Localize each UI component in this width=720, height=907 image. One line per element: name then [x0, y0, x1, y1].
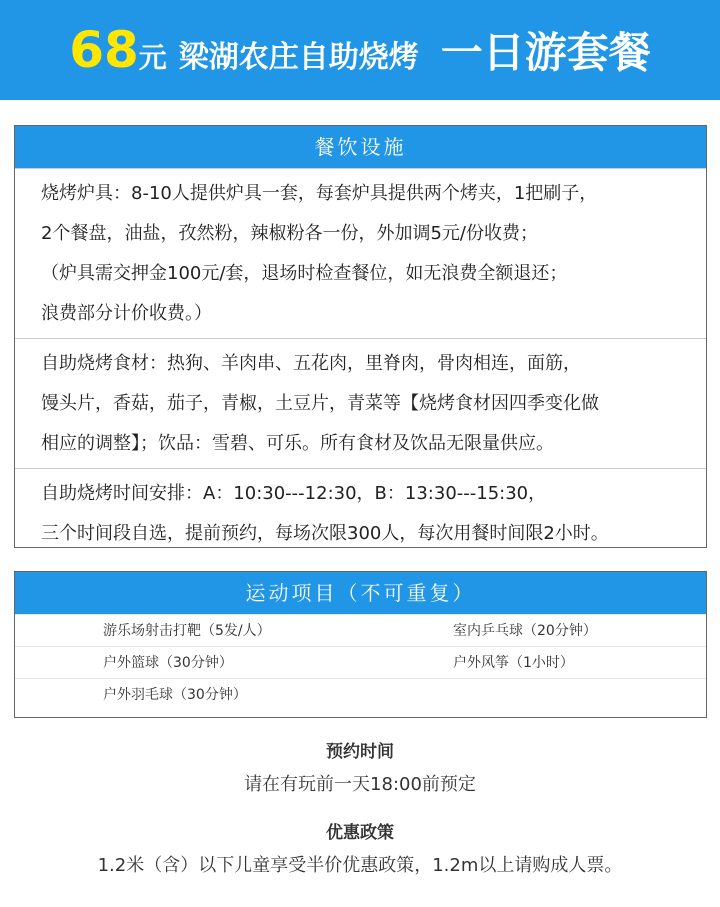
- dining-block-food: [15, 338, 706, 468]
- booking-title: 预约时间: [326, 742, 394, 762]
- dining-block-grill: [15, 168, 706, 338]
- sports-section-title: 运动项目（不可重复）: [15, 572, 706, 614]
- dining-block-schedule: [15, 468, 706, 558]
- sport-row: [15, 646, 706, 678]
- dining-line: 自助烧烤食材：热狗、羊肉串、五花肉，里脊肉，骨肉相连，面筋，: [41, 353, 581, 374]
- sport-row: [15, 678, 706, 710]
- header-content: [69, 20, 651, 80]
- sport-item: 室内乒乓球（20分钟）: [453, 623, 597, 639]
- header-title: 梁湖农庄自助烧烤: [178, 40, 419, 75]
- dining-line: 相应的调整】；饮品：雪碧、可乐。所有食材及饮品无限量供应。: [41, 433, 554, 454]
- sport-item: 游乐场射击打靶（5发/人）: [103, 623, 271, 639]
- sports-section: [14, 571, 707, 718]
- header-subtitle: 一日游套餐: [440, 28, 651, 77]
- dining-line: 浪费部分计价收费。）: [41, 303, 212, 324]
- booking-text: 请在有玩前一天18:00前预定: [244, 774, 476, 795]
- dining-line: 自助烧烤时间安排：A：10:30---12:30，B：13:30---15:30，: [41, 483, 547, 504]
- discount-title: 优惠政策: [326, 823, 394, 843]
- dining-line: 2个餐盘，油盐，孜然粉，辣椒粉各一份，外加调5元/份收费；: [41, 223, 538, 244]
- discount-text: 1.2米（含）以下儿童享受半价优惠政策，1.2m以上请购成人票。: [97, 855, 623, 876]
- dining-line: 三个时间段自选，提前预约，每场次限300人，每次用餐时间限2小时。: [41, 523, 609, 544]
- price-unit: 元: [138, 41, 167, 74]
- sport-item: 户外篮球（30分钟）: [103, 655, 233, 671]
- dining-line: （炉具需交押金100元/套，退场时检查餐位，如无浪费全额退还；: [41, 263, 568, 284]
- header-banner: [0, 0, 720, 100]
- dining-section: [14, 125, 707, 548]
- dining-line: 馒头片，香菇，茄子，青椒，土豆片，青菜等【烧烤食材因四季变化做: [41, 393, 599, 414]
- sport-item: 户外羽毛球（30分钟）: [103, 687, 247, 703]
- sport-item: 户外风筝（1小时）: [453, 655, 574, 671]
- sport-row: [15, 614, 706, 646]
- dining-line: 烧烤炉具：8-10人提供炉具一套，每套炉具提供两个烤夹，1把刷子，: [41, 183, 598, 204]
- price-number: 68: [69, 21, 139, 79]
- dining-section-title: 餐饮设施: [15, 126, 706, 168]
